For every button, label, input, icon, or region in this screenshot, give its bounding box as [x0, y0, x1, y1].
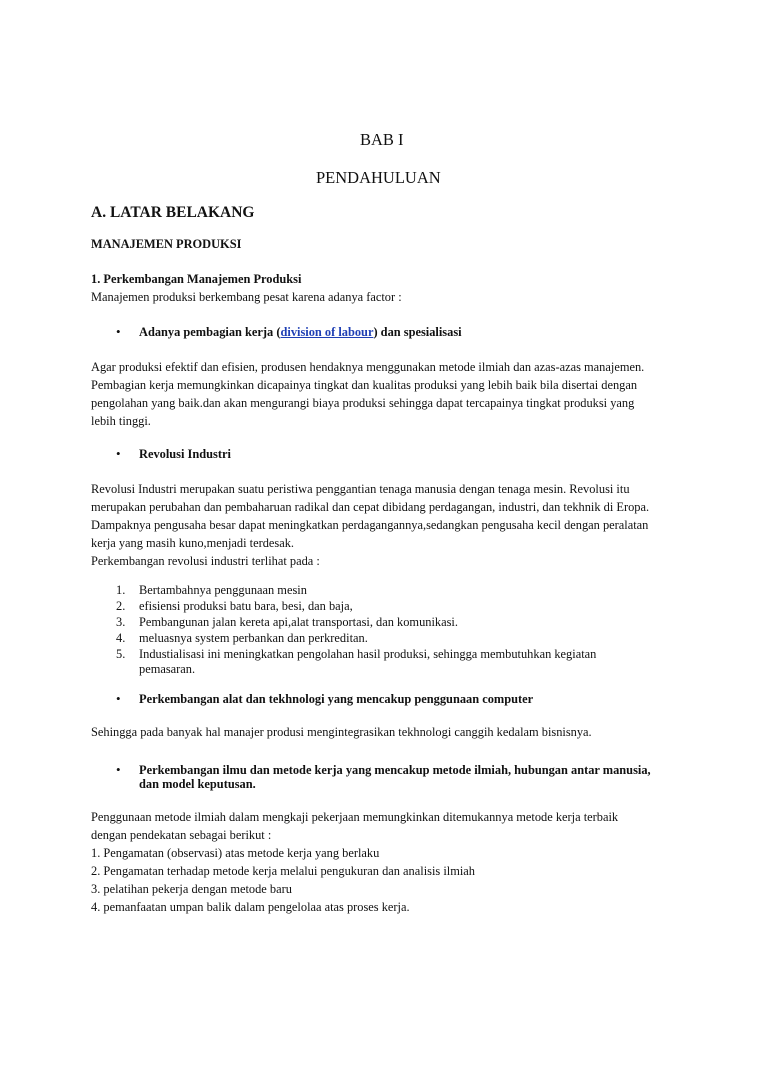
paragraph-line: merupakan perubahan dan pembaharuan radikal dan cepat dibidang perdagangan, industri, dan tekhnik di Eropa.	[91, 500, 650, 514]
subtitle: MANAJEMEN PRODUKSI	[91, 237, 242, 251]
paragraph	[91, 480, 649, 570]
list-item: Pembangunan jalan kereta api,alat transportasi, dan komunikasi.	[139, 615, 458, 629]
paragraph-line: Penggunaan metode ilmiah dalam mengkaji pekerjaan memungkinkan ditemukannya metode kerja terbaik	[91, 810, 619, 824]
bullet-item: Revolusi Industri	[139, 447, 231, 461]
list-number: 2.	[116, 599, 126, 613]
list-item: efisiensi produksi batu bara, besi, dan baja,	[139, 599, 353, 613]
list-number: 5.	[116, 647, 126, 661]
division-of-labour-link[interactable]: division of labour	[280, 325, 374, 339]
paragraph-line: dengan pendekatan sebagai berikut :	[91, 828, 272, 842]
paragraph-line: Perkembangan revolusi industri terlihat pada :	[91, 554, 320, 568]
bullet-item	[139, 763, 651, 791]
subsection-intro: Manajemen produksi berkembang pesat karena adanya factor :	[91, 290, 402, 304]
bullet-item: Perkembangan alat dan tekhnologi yang mencakup penggunaan computer	[139, 692, 534, 706]
paragraph-line: Agar produksi efektif dan efisien, produsen hendaknya menggunakan metode ilmiah dan azas-azas manajemen.	[91, 360, 645, 374]
bullet-text-post: ) dan spesialisasi	[373, 325, 462, 339]
list-item: Industialisasi ini meningkatkan pengolahan hasil produksi, sehingga membutuhkan kegiatan	[139, 647, 597, 661]
bullet-line: Perkembangan ilmu dan metode kerja yang mencakup metode ilmiah, hubungan antar manusia,	[139, 763, 651, 777]
chapter-title: PENDAHULUAN	[316, 168, 441, 187]
paragraph-line: kerja yang masih kuno,menjadi terdesak.	[91, 536, 295, 550]
list-item: Bertambahnya penggunaan mesin	[139, 583, 307, 597]
bullet-line: dan model keputusan.	[139, 777, 256, 791]
bullet-item	[139, 325, 462, 340]
bullet-icon: •	[116, 762, 121, 777]
paragraph	[91, 808, 618, 916]
paragraph-line: Dampaknya pengusaha besar dapat meningkatkan perdagangannya,sedangkan pengusaha kecil dengan peralatan	[91, 518, 649, 532]
paragraph-line: pengolahan yang baik.dan akan mengurangi biaya produksi sehingga dapat tercapainya tingkat produksi yang	[91, 396, 635, 410]
chapter-heading: BAB I	[360, 130, 404, 149]
list-number: 4.	[116, 631, 126, 645]
bullet-icon: •	[116, 324, 121, 339]
paragraph-line: Pembagian kerja memungkinkan dicapainya tingkat dan kualitas produksi yang lebih baik bila disertai dengan	[91, 378, 638, 392]
list-item-continuation: pemasaran.	[139, 662, 196, 676]
paragraph-line: 4. pemanfaatan umpan balik dalam pengelolaa atas proses kerja.	[91, 900, 410, 914]
paragraph-line: Revolusi Industri merupakan suatu peristiwa penggantian tenaga manusia dengan tenaga mesin. Revolusi itu	[91, 482, 630, 496]
paragraph	[91, 358, 644, 430]
section-heading: A. LATAR BELAKANG	[91, 204, 255, 221]
paragraph: Sehingga pada banyak hal manajer produsi mengintegrasikan tekhnologi canggih kedalam bisnisnya.	[91, 725, 592, 739]
bullet-text-pre: Adanya pembagian kerja (	[139, 325, 281, 339]
subsection-title: 1. Perkembangan Manajemen Produksi	[91, 272, 302, 286]
bullet-icon: •	[116, 691, 121, 706]
bullet-icon: •	[116, 446, 121, 461]
paragraph-line: 2. Pengamatan terhadap metode kerja melalui pengukuran dan analisis ilmiah	[91, 864, 475, 878]
list-item: meluasnya system perbankan dan perkreditan.	[139, 631, 368, 645]
list-number: 1.	[116, 583, 126, 597]
paragraph-line: 1. Pengamatan (observasi) atas metode kerja yang berlaku	[91, 846, 380, 860]
list-number: 3.	[116, 615, 126, 629]
numbered-list	[0, 583, 768, 676]
paragraph-line: lebih tinggi.	[91, 414, 151, 428]
paragraph-line: 3. pelatihan pekerja dengan metode baru	[91, 882, 292, 896]
